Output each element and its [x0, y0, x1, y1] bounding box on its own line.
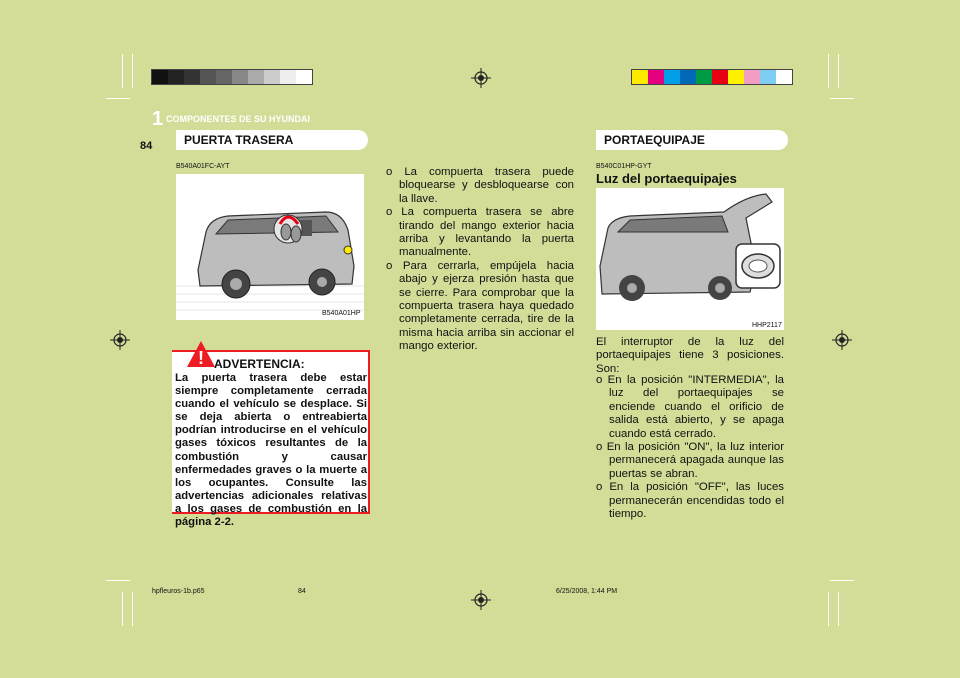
tailgate-instructions [386, 166, 574, 354]
registration-mark-icon [110, 330, 130, 350]
crop-mark [106, 98, 130, 99]
registration-mark-icon [471, 590, 491, 610]
cargo-light-figure [596, 188, 784, 330]
list-item: o La compuerta trasera puede bloquearse y desbloquearse con la llave. [386, 166, 574, 205]
color-swatch [184, 70, 200, 84]
color-swatch [648, 70, 664, 84]
color-swatch [280, 70, 296, 84]
color-swatch [216, 70, 232, 84]
crop-mark [828, 592, 829, 626]
warning-box [172, 348, 370, 529]
list-item: o En la posición "OFF", las luces permanecerán encendidas todo el tiempo. [596, 481, 784, 521]
footer-page: 84 [298, 588, 306, 595]
color-bar [632, 70, 792, 84]
chapter-number: 1 [152, 108, 164, 130]
section-code: B540C01HP-GYT [596, 163, 652, 170]
crop-mark [838, 592, 839, 626]
footer-date: 6/25/2008, 1:44 PM [556, 588, 618, 595]
color-swatch [200, 70, 216, 84]
warning-icon-glyph: ! [198, 348, 204, 368]
figure-label: B540A01HP [322, 310, 361, 317]
grayscale-bar [152, 70, 312, 84]
cargo-light-positions [596, 374, 784, 521]
warning-title: ADVERTENCIA: [214, 357, 305, 371]
color-swatch [248, 70, 264, 84]
crop-mark [838, 54, 839, 88]
color-swatch [712, 70, 728, 84]
registration-mark-icon [471, 68, 491, 88]
color-swatch [168, 70, 184, 84]
section-code: B540A01FC-AYT [176, 163, 230, 170]
list-item: o La compuerta trasera se abre tirando del mango exterior hacia arriba y levantando la puerta manualmente. [386, 206, 574, 259]
crop-mark [122, 54, 123, 88]
tailgate-figure [176, 174, 364, 320]
color-swatch [776, 70, 792, 84]
crop-mark [830, 580, 854, 581]
list-item: o En la posición "INTERMEDIA", la luz del portaequipajes se enciende cuando el orificio de salida está abierto, y se apaga cuando está cerrado. [596, 374, 784, 440]
section-tab-portaequipaje: PORTAEQUIPAJE [596, 130, 788, 150]
color-swatch [664, 70, 680, 84]
list-item: o En la posición "ON", la luz interior permanecerá apagada aunque las puertas se abran. [596, 441, 784, 480]
color-swatch [760, 70, 776, 84]
color-swatch [296, 70, 312, 84]
suv-rear-illustration [176, 174, 364, 320]
crop-mark [122, 592, 123, 626]
color-swatch [680, 70, 696, 84]
footer-filename: hpfleuros-1b.p65 [152, 588, 205, 595]
color-swatch [232, 70, 248, 84]
section-tab-puerta-trasera: PUERTA TRASERA [176, 130, 368, 150]
color-swatch [728, 70, 744, 84]
crop-mark [132, 592, 133, 626]
chapter-title: COMPONENTES DE SU HYUNDAI [166, 114, 311, 124]
color-swatch [632, 70, 648, 84]
figure-label: HHP2117 [752, 322, 782, 329]
registration-mark-icon [832, 330, 852, 350]
warning-triangle-icon [186, 340, 216, 368]
list-item: o Para cerrarla, empújela hacia abajo y ejerza presión hasta que se cierre. Para comprobar que la compuerta trasera haya quedado completamente cerrada, tire de la misma hacia arriba sin accionar el mango exterior. [386, 259, 574, 353]
color-swatch [264, 70, 280, 84]
crop-mark [106, 580, 130, 581]
cargo-light-illustration [596, 188, 784, 330]
color-swatch [696, 70, 712, 84]
crop-mark [830, 98, 854, 99]
warning-text: La puerta trasera debe estar siempre completamente cerrada cuando el vehículo se desplace. Si se deja abierta o entreabierta podrían introducirse en el vehículo gases tóxicos resultantes de la combustión y causar enfermedades graves o la muerte a los ocupantes. Consulte las advertencias adicionales relativas a los gases de combustión en la página 2-2. [175, 372, 367, 529]
page-number: 84 [140, 140, 153, 152]
color-swatch [152, 70, 168, 84]
cargo-light-intro: El interruptor de la luz del portaequipajes tiene 3 posiciones. Son: [596, 336, 784, 375]
crop-mark [828, 54, 829, 88]
color-swatch [744, 70, 760, 84]
crop-mark [132, 54, 133, 88]
section-heading: Luz del portaequipajes [596, 171, 737, 186]
